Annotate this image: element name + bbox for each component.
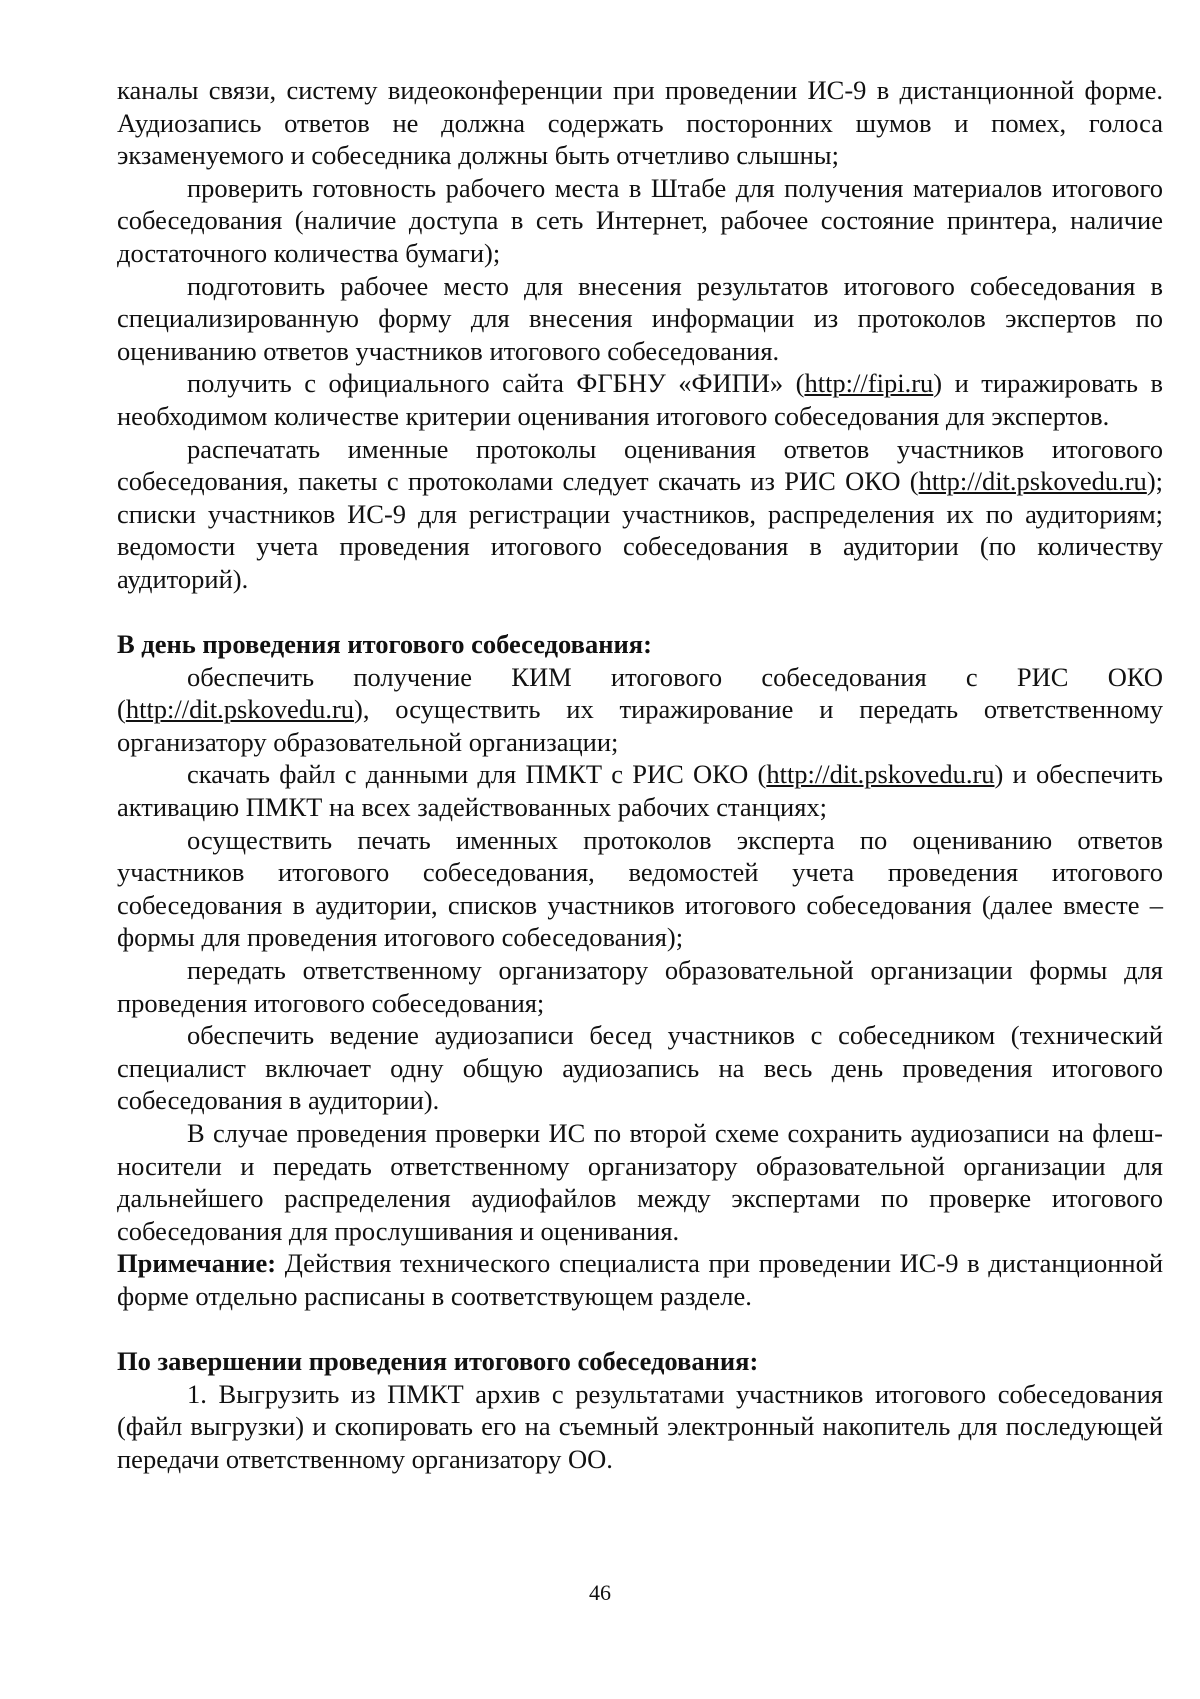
paragraph [117, 433, 1163, 596]
paragraph-text: скачать файл с данными для ПМКТ с РИС ОКО ( [187, 759, 767, 790]
paragraph-text: получить с официального сайта ФГБНУ «ФИПИ» ( [187, 368, 805, 399]
paragraph: обеспечить ведение аудиозаписи бесед участников с собеседником (технический специалист включает одну общую аудиозапись на весь день проведения итогового собеседования в аудитории). [117, 1020, 1163, 1116]
ris-oko-link[interactable]: http://dit.pskovedu.ru [918, 466, 1147, 497]
paragraph: подготовить рабочее место для внесения результатов итогового собеседования в специализированную форму для внесения информации из протоколов экспертов по оцениванию ответов участников итогового собеседования. [117, 270, 1163, 366]
paragraph [117, 367, 1163, 432]
paragraph-text: ) и тиражировать в необходимом количестве критерии оценивания итогового собеседования для экспертов. [117, 368, 1163, 431]
paragraph: передать ответственному организатору образовательной организации формы для проведения итогового собеседования; [117, 955, 1163, 1018]
paragraph-text: ), осуществить их тиражирование и передать ответственному организатору образовательной организации; [117, 694, 1163, 757]
page-number: 46 [589, 1580, 611, 1605]
paragraph: 1. Выгрузить из ПМКТ архив с результатами участников итогового собеседования (файл выгрузки) и скопировать его на съемный электронный накопитель для последующей передачи ответственному организатору ОО. [117, 1378, 1163, 1474]
paragraph [117, 758, 1163, 823]
ris-oko-link[interactable]: http://dit.pskovedu.ru [766, 759, 995, 790]
paragraph: В случае проведения проверки ИС по второй схеме сохранить аудиозаписи на флеш-носители и передать ответственному организатору образовательной организации для дальнейшего распределения аудиофайлов между экспертами по проверке итогового собеседования для прослушивания и оценивания. [117, 1118, 1163, 1246]
paragraph: осуществить печать именных протоколов эксперта по оцениванию ответов участников итогового собеседования, ведомостей учета проведения итогового собеседования в аудитории, списков участников итогового собеседования (далее вместе – формы для проведения итогового собеседования); [117, 824, 1163, 953]
paragraph-text: ); списки участников ИС-9 для регистрации участников, распределения их по аудиториям; ведомости учета проведения итогового собеседования в аудитории (по количеству аудиторий). [117, 466, 1163, 594]
paragraph [117, 661, 1163, 759]
fipi-link[interactable]: http://fipi.ru [804, 368, 934, 399]
ris-oko-link[interactable]: http://dit.pskovedu.ru [125, 694, 355, 725]
section-heading: По завершении проведения итогового собеседования: [117, 1346, 759, 1377]
document-page [117, 74, 1163, 1476]
note [117, 1247, 1163, 1312]
paragraph: каналы связи, систему видеоконференции при проведении ИС-9 в дистанционной форме. Аудиозапись ответов не должна содержать посторонних шумов и помех, голоса экзаменуемого и собеседника должны быть отчетливо слышны; [117, 75, 1163, 171]
paragraph-text: обеспечить получение КИМ итогового собеседования с РИС ОКО ( [117, 661, 1163, 725]
paragraph: проверить готовность рабочего места в Штабе для получения материалов итогового собеседования (наличие доступа в сеть Интернет, рабочее состояние принтера, наличие достаточного количества бумаги); [117, 172, 1163, 268]
paragraph-text: распечатать именные протоколы оценивания ответов участников итогового собеседования, пакеты с протоколами следует скачать из РИС ОКО ( [117, 433, 1163, 497]
section-heading: В день проведения итогового собеседования: [117, 629, 652, 660]
note-label: Примечание: [117, 1248, 277, 1279]
note-text: Действия технического специалиста при проведении ИС-9 в дистанционной форме отдельно расписаны в соответствующем разделе. [117, 1248, 1163, 1311]
paragraph-text: ) и обеспечить активацию ПМКТ на всех задействованных рабочих станциях; [117, 759, 1163, 823]
